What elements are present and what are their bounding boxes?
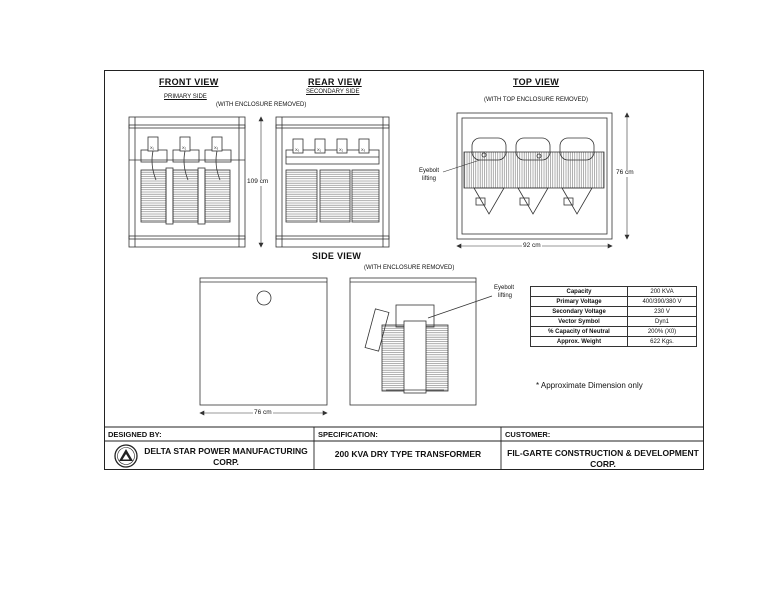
front-view-subtitle: PRIMARY SIDE	[164, 94, 207, 100]
side-eyebolt-label-2: lifting	[498, 293, 513, 299]
top-depth-dimension-label: 76 cm	[616, 169, 634, 176]
spec-label: Vector Symbol	[531, 317, 628, 327]
top-eyebolt-label-2: lifting	[422, 176, 437, 182]
primary-terminal-2: X₂	[182, 145, 187, 150]
front-view-note: (WITH ENCLOSURE REMOVED)	[216, 102, 307, 108]
spec-label: Primary Voltage	[531, 297, 628, 307]
side-width-dimension-label: 76 cm	[254, 409, 272, 416]
front-view-title: FRONT VIEW	[159, 77, 219, 87]
side-view-note: (WITH ENCLOSURE REMOVED)	[364, 265, 455, 271]
height-dimension-label: 109 cm	[247, 178, 269, 185]
spec-label: Approx. Weight	[531, 337, 628, 347]
primary-terminal-3: X₃	[214, 145, 219, 150]
spec-label: Secondary Voltage	[531, 307, 628, 317]
top-width-dimension-label: 92 cm	[523, 242, 541, 249]
designed-by-value: DELTA STAR POWER MANUFACTURING CORP.	[144, 446, 308, 467]
top-eyebolt-label-1: Eyebolt	[419, 168, 440, 174]
spec-value: 622 Kgs.	[628, 337, 697, 347]
spec-value: Dyn1	[628, 317, 697, 327]
rear-view-subtitle: SECONDARY SIDE	[306, 89, 360, 95]
side-eyebolt-label-1: Eyebolt	[494, 285, 515, 291]
spec-value: 400/390/380 V	[628, 297, 697, 307]
side-view-title: SIDE VIEW	[312, 251, 362, 261]
spec-value: 200% (X0)	[628, 327, 697, 337]
top-view-title: TOP VIEW	[513, 77, 560, 87]
primary-terminal-1: X₁	[150, 145, 155, 150]
designed-by-label: DESIGNED BY:	[108, 430, 162, 439]
spec-value: 230 V	[628, 307, 697, 317]
top-view-note: (WITH TOP ENCLOSURE REMOVED)	[484, 97, 589, 103]
secondary-terminal-2: X₂	[339, 147, 344, 152]
secondary-terminal-0: X₀	[295, 147, 300, 152]
specification-value: 200 KVA DRY TYPE TRANSFORMER	[334, 449, 482, 459]
rear-view-title: REAR VIEW	[308, 77, 362, 87]
specification-label: SPECIFICATION:	[318, 430, 378, 439]
approx-dimension-note: * Approximate Dimension only	[536, 381, 643, 390]
customer-label: CUSTOMER:	[505, 430, 551, 439]
spec-label: Capacity	[531, 287, 628, 297]
customer-value: FIL-GARTE CONSTRUCTION & DEVELOPMENT CORP.	[507, 448, 699, 469]
secondary-terminal-1: X₁	[317, 147, 322, 152]
secondary-terminal-3: X₃	[361, 147, 366, 152]
spec-value: 200 KVA	[628, 287, 697, 297]
spec-label: % Capacity of Neutral	[531, 327, 628, 337]
delta-logo-icon	[115, 445, 137, 467]
